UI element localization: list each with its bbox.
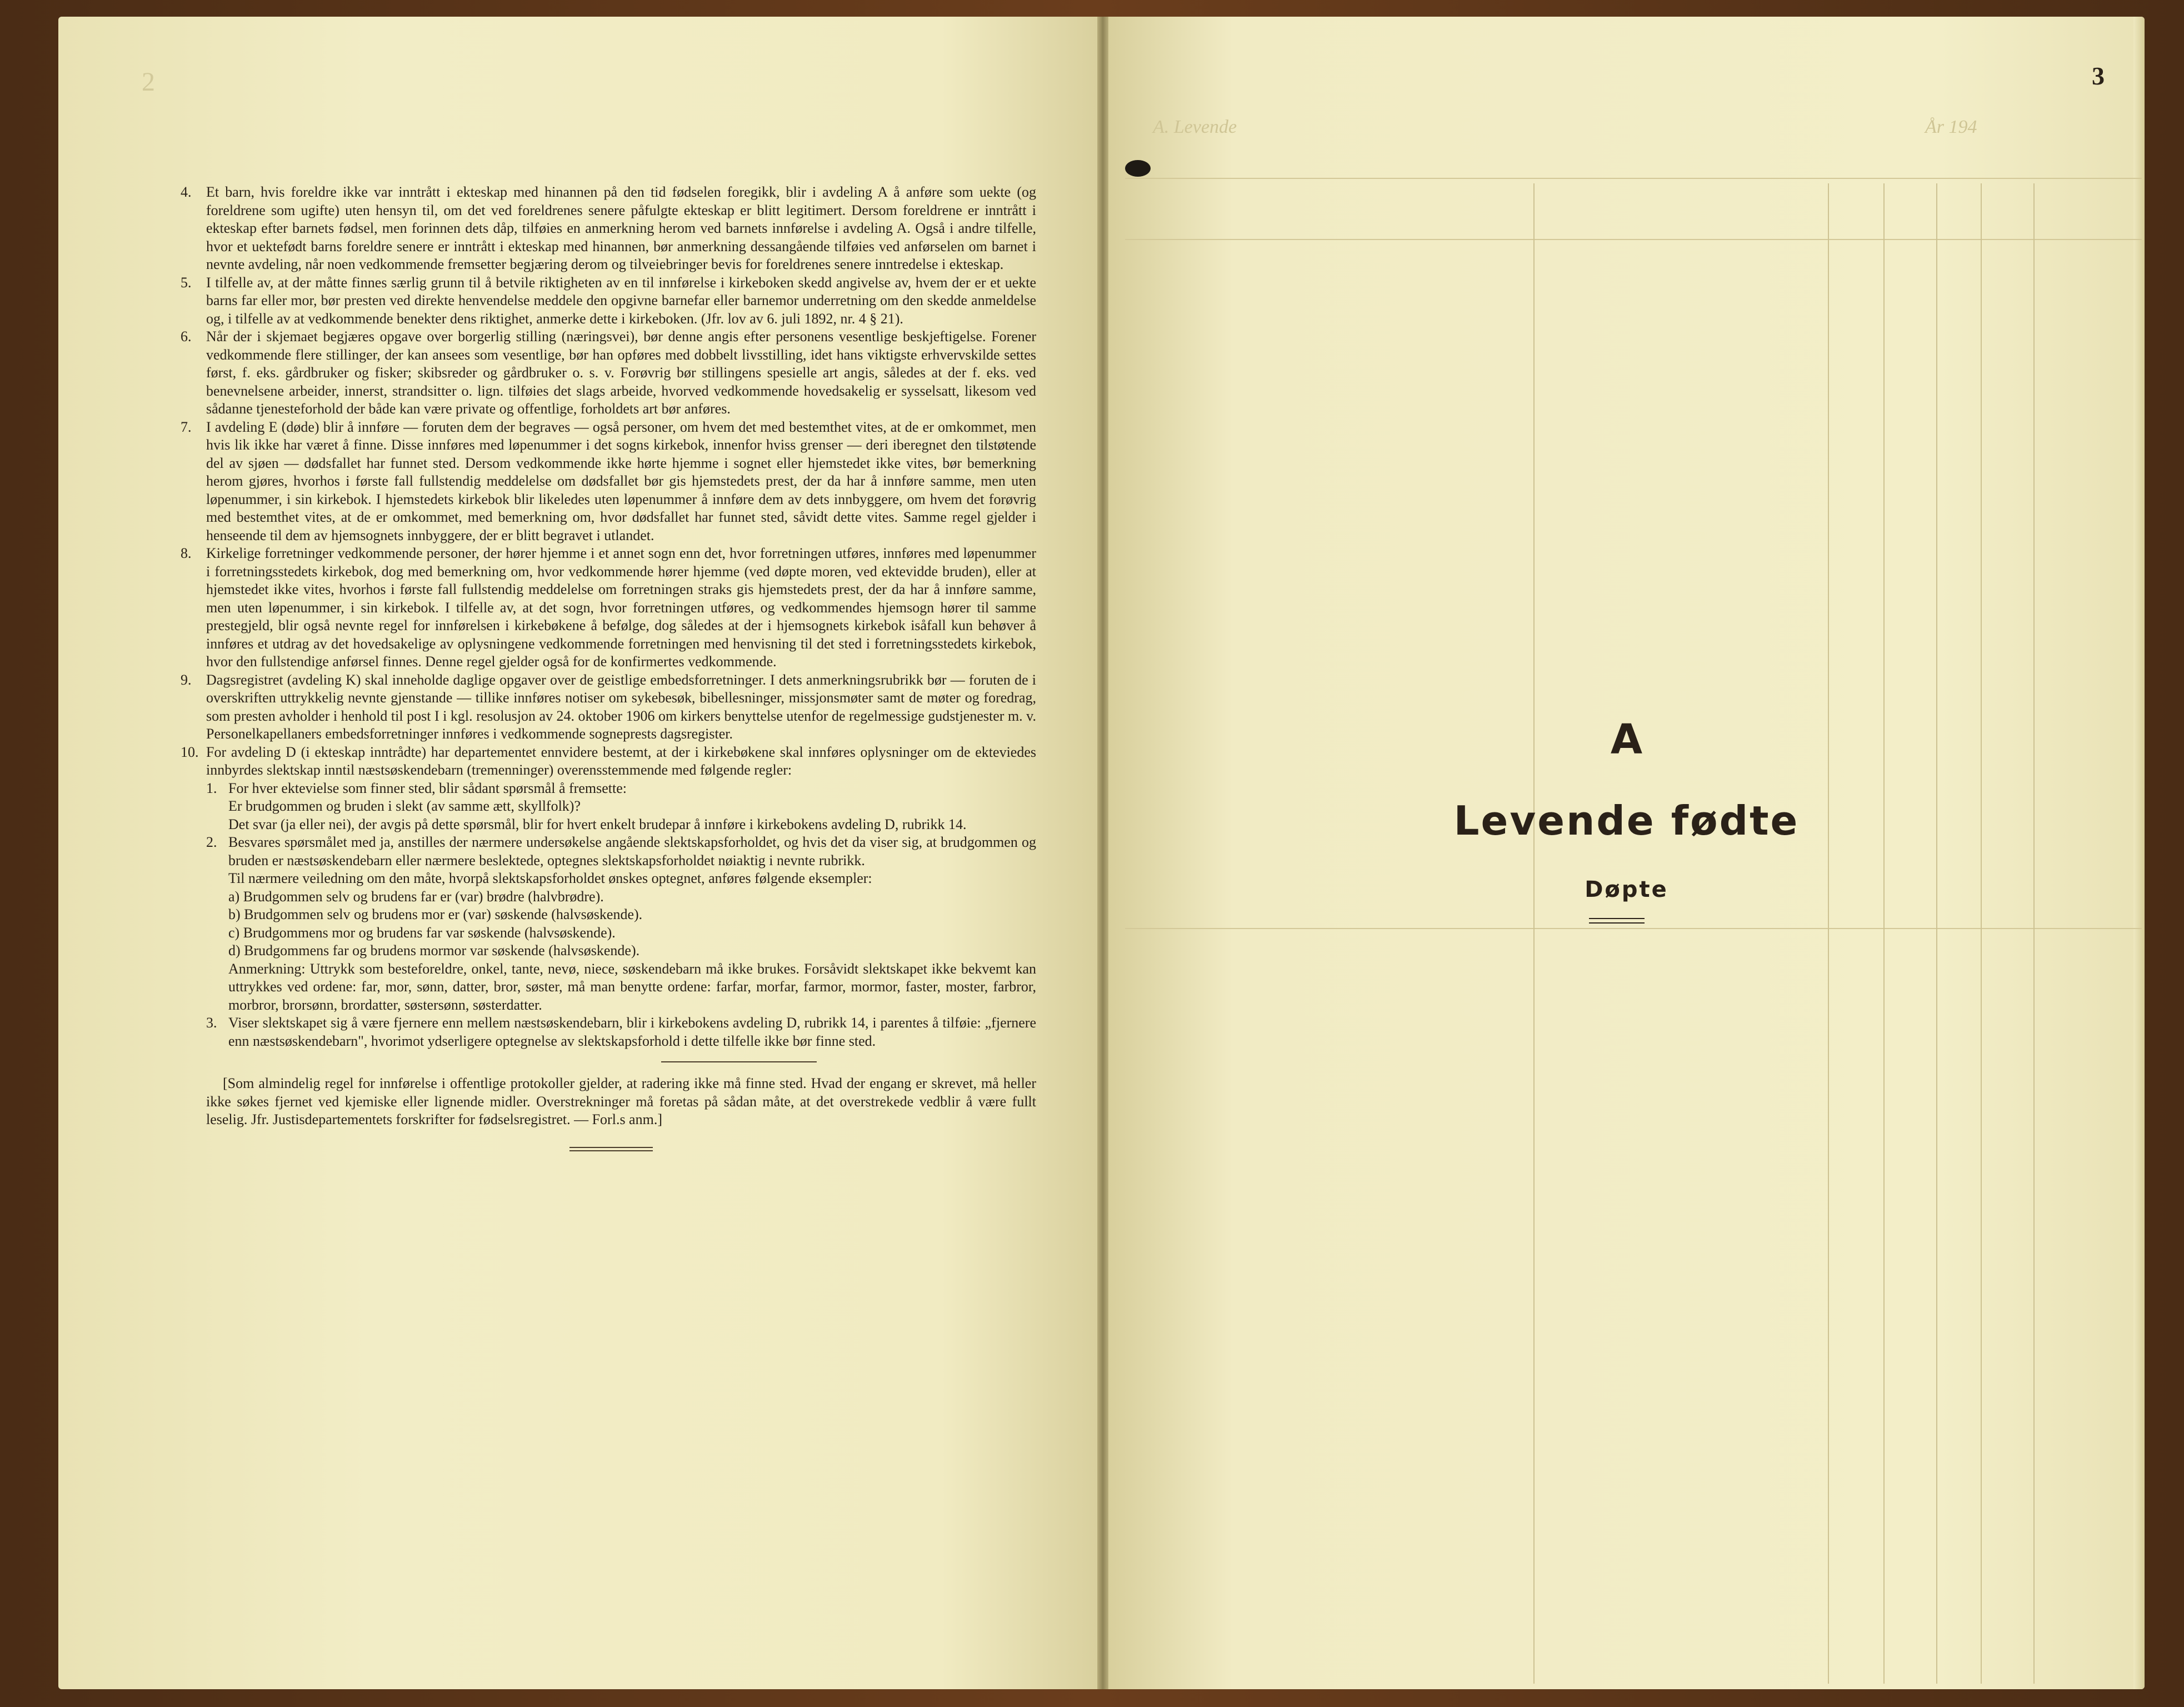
rule-text: Kirkelige forretninger vedkommende personer, der hører hjemme i et annet sogn enn det, hvor forretningen utføres, innføres med løpenummer i forretningsstedets kirkebok, dog med bemerkning om, hvor vedkommende hører hjemme (ved døpte moren, ved ektevidde bruden), eller at hjemstedet ikke vites, hvorhos i første fall fullstendig meddelelse om forretningen straks gis hjemstedets prest, der da har å innføre samme, men uten løpenummer, i sin kirkebok. I tilfelle av, at det sogn, hvor forretningen utføres, og vedkommendes hjemsogn hører til samme prestegjeld, blir også nevnte regel for innførelsen i kirkebøkene å befølge, dog således at der i hjemsognets kirkebok isåfall kun behøver å innføres et utdrag av det hovedsakelige av oplysningene vedkommende forretningen med henvisning til det sted i forretningsstedets kirkebok, hvor den fullstendige anførsel finnes. Denne regel gjelder også for de konfirmertes vedkommende. <box>206 545 1036 670</box>
ghost-column <box>1936 183 1937 1684</box>
rule-text: I avdeling E (døde) blir å innføre — foruten dem der begraves — også personer, om hvem det med bestemthet vites, at de er omkommet, men hvis lik ikke har været å finne. Disse innføres med løpenummer i det sogns kirkebok, innenfor hviss grenser — deri iberegnet den tilstøtende del av sjøen — dødsfallet har funnet sted. Dersom vedkommende ikke hørte hjemme i sognet eller hjemstedet ikke vites, bør bemerkning herom gjøres, hvorhos i første fall fullstendig meddelelse om dødsfallet bør gis hjemstedets prest, der da har å innføre samme, men uten løpenummer, i sin kirkebok. I hjemstedets kirkebok blir likeledes uten løpenummer å innføre dem av dets innbyggere, om hvem det forøvrig med bestemthet vites, at de er omkommet, med bemerkning om, hvor dødsfallet har funnet sted, såvidt dette vites. Samme regel gjelder i henseende til dem av hjemsognets innbyggere, der er blitt begravet i utlandet. <box>206 418 1036 543</box>
subrule-item <box>206 780 1036 834</box>
rule-text: Et barn, hvis foreldre ikke var inntrått i ekteskap med hinannen på den tid fødselen foregikk, blir i avdeling A å anføre som uekte (og foreldrene som ugifte) uten hensyn til, om det ved foreldrenes senere påfulgte ekteskap er blitt legitimert. Dersom foreldrene er inntrått i ekteskap efter barnets fødsel, men forinnen dets dåp, tilføies en anmerkning herom ved barnets innførelse i avdeling A. Også i andre tilfelle, hvor et uektefødt barns foreldre senere er inntrått i ekteskap med hinannen, bør anmerkning dessangående tilføies ved anførselen om barnet i nevnte avdeling, når noen vedkommende fremsetter begjæring derom og tilveiebringer bevis for foreldrenes senere inntredelse i ekteskap. <box>206 184 1036 272</box>
subrule-number: 2. <box>206 834 217 850</box>
footnote-text: [Som almindelig regel for innførelse i offentlige protokoller gjelder, at radering ikke må finne sted. Hvad der engang er skrevet, må heller ikke søkes fjernet ved kjemiske eller lignende midler. Overstrekninger må foretas på sådan måte, at det overstrekede vedblir å være fullt leselig. Jfr. Justisdepartementets forskrifter for fødselsregistret. — Forl.s anm.] <box>206 1075 1036 1127</box>
example-line: a) Brudgommen selv og brudens far er (var) brødre (halvbrødre). <box>228 888 604 905</box>
ghost-rule <box>1125 928 2142 929</box>
section-letter: A <box>1610 716 1643 763</box>
rules-text <box>181 183 1036 1151</box>
page-edge <box>2133 17 2145 1689</box>
double-rule <box>569 1147 653 1151</box>
ghost-column <box>1981 183 1982 1684</box>
rule-item <box>181 418 1036 545</box>
rule-text: For avdeling D (i ekteskap inntrådte) har departementet ennvidere bestemt, at der i kirkebøkene skal innføres oplysninger om de ekteviedes innbyrdes slektskap inntil næstsøskendebarn (tremenninger) overensstemmende med følgende regler: <box>206 743 1036 778</box>
rule-item <box>181 743 1036 780</box>
ghost-column <box>1883 183 1885 1684</box>
ghost-rule <box>1125 178 2142 179</box>
ghost-column <box>1533 183 1535 1684</box>
faint-page-number: 2 <box>142 67 155 97</box>
binding-hole-right <box>1125 160 1151 177</box>
rule-number: 4. <box>181 184 192 200</box>
subrule-text <box>228 780 1036 834</box>
section-title: Levende fødte <box>1453 797 1800 844</box>
rule-number: 6. <box>181 328 192 345</box>
subrule-line: For hver ektevielse som finner sted, blir sådant spørsmål å fremsette: <box>228 780 627 796</box>
double-rule <box>1589 918 1645 924</box>
rule-item <box>181 671 1036 743</box>
rule-number: 8. <box>181 545 192 561</box>
subrule-text <box>228 833 1036 870</box>
subrule-line: Besvares spørsmålet med ja, anstilles der nærmere undersøkelse angående slektskapsforholdet, og hvis det da viser sig, at brudgommen og bruden er næstsøskendebarn eller nærmere beslektede, optegnes slektskapsforholdet nøiaktig i nevnte rubrikk. <box>228 834 1036 869</box>
ghost-header-left: A. Levende <box>1153 117 1237 137</box>
right-page <box>1108 17 2145 1689</box>
rule-item <box>181 274 1036 328</box>
rule-number: 10. <box>181 743 199 760</box>
example-line: c) Brudgommens mor og brudens far var søskende (halvsøskende). <box>228 924 616 941</box>
examples-intro: Til nærmere veiledning om den måte, hvorpå slektskapsforholdet ønskes optegnet, anføres følgende eksempler: <box>228 870 872 886</box>
example-line: d) Brudgommens far og brudens mormor var søskende (halvsøskende). <box>228 942 640 959</box>
rule-text: Når der i skjemaet begjæres opgave over borgerlig stilling (næringsvei), bør denne angis efter personens vesentlige beskjeftigelse. Forener vedkommende flere stillinger, der kan ansees som vesentlige, bør han opføres med dobbelt livsstilling, idet hans viktigste erhvervskilde settes først, f. eks. gårdbruker og fisker; skibsreder og gårdbruker o. s. v. Forøvrig bør stillingens spesielle art angis, således at der f. eks. ved benevnelsene arbeider, innerst, strandsitter o. lign. tilføies det slags arbeide, hvorved vedkommende hovedsakelig er sysselsatt, likesom ved sådanne tjenesteforhold der både kan være private og offentlige, forholdets art bør anføres. <box>206 328 1036 417</box>
rule-item <box>181 183 1036 274</box>
subrule-number: 1. <box>206 780 217 796</box>
subrule-item <box>206 833 1036 870</box>
rule-text: I tilfelle av, at der måtte finnes særlig grunn til å betvile riktigheten av en til innførelse i kirkeboken skedd angivelse av, hvem der er et uekte barns far eller mor, bør presten ved direkte henvendelse meddele den opgivne barnefar eller barnemor underretning om den skedde anmeldelse og, i tilfelle av at vedkommende benekter dens riktighet, anmerke dette i kirkeboken. (Jfr. lov av 6. juli 1892, nr. 4 § 21). <box>206 274 1036 327</box>
rule-item <box>181 545 1036 671</box>
page-number: 3 <box>2092 62 2105 90</box>
left-page <box>58 17 1097 1689</box>
gutter <box>1097 17 1108 1689</box>
anmerkning-note: Anmerkning: Uttrykk som besteforeldre, onkel, tante, nevø, niece, søskendebarn må ikke brukes. Forsåvidt slektskapet ikke bekvemt kan uttrykkes ved ordene: far, mor, sønn, datter, bror, søster, må man benytte ordene: farfar, morfar, farmor, mormor, faster, moster, farbror, morbror, brorsønn, brordatter, søstersønn, søsterdatter. <box>228 960 1036 1013</box>
subrule-text: Viser slektskapet sig å være fjernere enn mellem næstsøskendebarn, blir i kirkebokens avdeling D, rubrikk 14, i parentes å tilføie: „fjernere enn næstsøskendebarn", hvorimot ydserligere optegnelse av slektskapsforhold i dette tilfelle ikke bør finne sted. <box>228 1015 1036 1049</box>
rule-text: Dagsregistret (avdeling K) skal inneholde daglige opgaver over de geistlige embedsforretninger. I dets anmerkningsrubrikk bør — foruten de i overskriften uttrykkelig nevnte gjenstande — tillike innføres notiser om sykebesøk, bibellesninger, missjonsmøter samt de møter og foredrag, som presten avholder i henhold til post I i kgl. resolusjon av 24. oktober 1906 om kirkers benyttelse utenfor de regelmessige gudstjenester m. v. Personelkapellaners embedsforretninger innføres i vedkommende sogneprests dagsregister. <box>206 671 1036 742</box>
example-line: b) Brudgommen selv og brudens mor er (var) søskende (halvsøskende). <box>228 906 643 922</box>
rule-number: 7. <box>181 418 192 435</box>
separator-line <box>661 1061 817 1062</box>
rule-item <box>181 328 1036 418</box>
subrule-line: Det svar (ja eller nei), der avgis på dette spørsmål, blir for hvert enkelt brudepar å innføre i kirkebokens avdeling D, rubrikk 14. <box>228 816 967 832</box>
ghost-header-right: År 194 <box>1925 117 1977 137</box>
rule-number: 9. <box>181 671 192 688</box>
subrule-line: Er brudgommen og bruden i slekt (av samme ætt, skyllfolk)? <box>228 798 581 814</box>
subrule-number: 3. <box>206 1015 217 1031</box>
rule-number: 5. <box>181 274 192 291</box>
section-subtitle: Døpte <box>1585 877 1668 902</box>
ghost-column <box>1828 183 1829 1684</box>
subrule-item <box>206 1014 1036 1050</box>
ghost-rule <box>1125 239 2142 240</box>
ghost-column <box>2033 183 2035 1684</box>
